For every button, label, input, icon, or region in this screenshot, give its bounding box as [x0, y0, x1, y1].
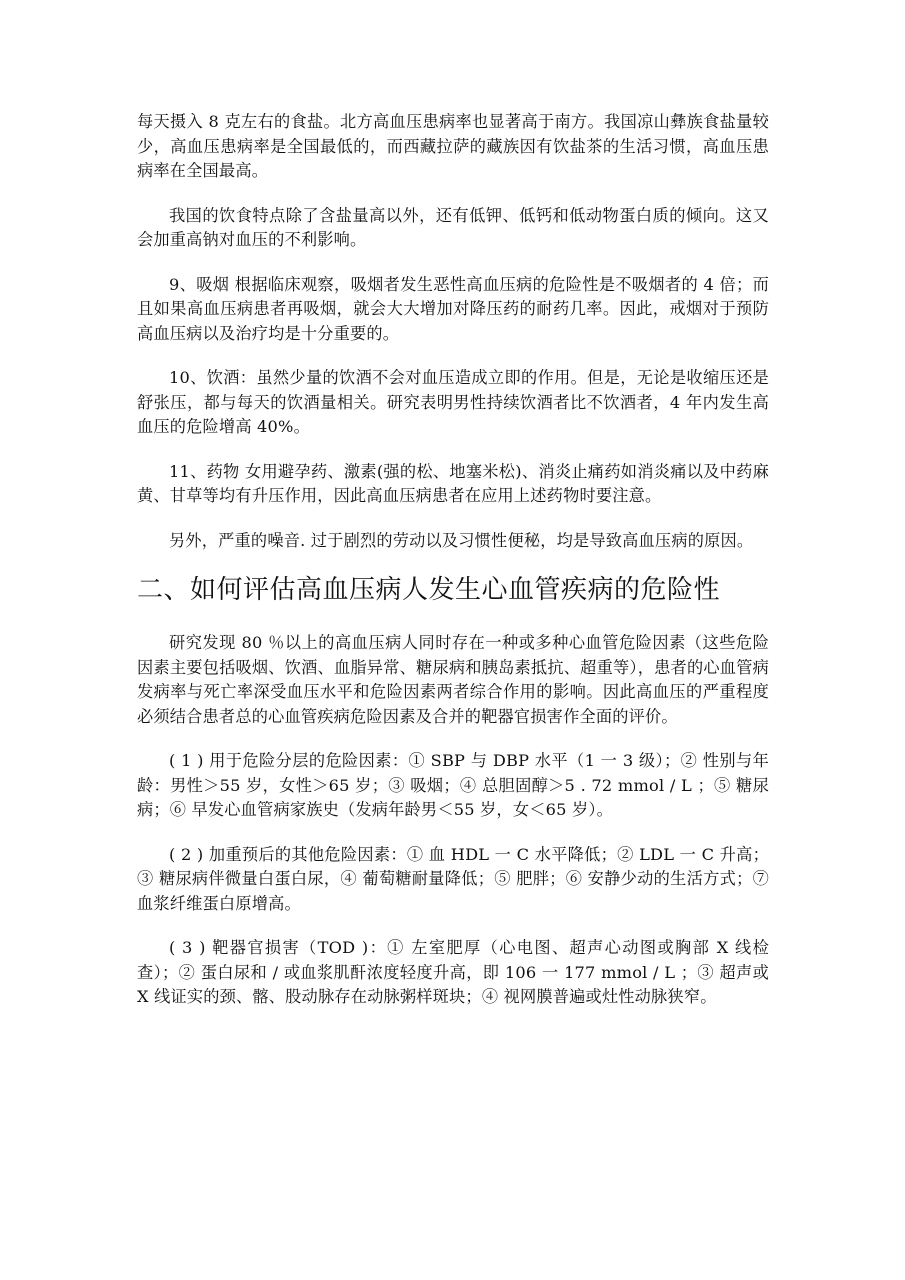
paragraph-medication: 11、药物 女用避孕药、激素(强的松、地塞米松)、消炎止痛药如消炎痛以及中药麻黄、甘草等均有升压作用，因此高血压病患者在应用上述药物时要注意。 [137, 461, 769, 505]
paragraph-salt-intake: 每天摄入 8 克左右的食盐。北方高血压患病率也显著高于南方。我国凉山彝族食盐量较少，高血压患病率是全国最低的，而西藏拉萨的藏族因有饮盐茶的生活习惯，高血压患病率在全国最高。 [137, 112, 769, 180]
paragraph-target-organ-damage: ( 3 ) 靶器官损害（TOD )：① 左室肥厚（心电图、超声心动图或胸部 X 线检查）；② 蛋白尿和 / 或血浆肌酐浓度轻度升高，即 106 一 177 mmol / L ；③ 超声或 X 线证实的颈、髂、股动脉存在动脉粥样斑块；④ 视网膜普遍或灶性动脉狭窄。 [137, 938, 769, 1006]
paragraph-prognosis-factors: ( 2 ) 加重预后的其他危险因素：① 血 HDL 一 C 水平降低；② LDL 一 C 升高；③ 糖尿病伴微量白蛋白尿，④ 葡萄糖耐量降低；⑤ 肥胖；⑥ 安静少动的生活方式；⑦ 血浆纤维蛋白原增高。 [137, 844, 769, 913]
paragraph-other-causes: 另外，严重的噪音. 过于剧烈的劳动以及习惯性便秘，均是导致高血压病的原因。 [169, 530, 754, 550]
document-page [137, 110, 769, 1030]
section-heading: 二、如何评估高血压病人发生心血管疾病的危险性 [137, 575, 721, 605]
paragraph-smoking: 9、吸烟 根据临床观察，吸烟者发生恶性高血压病的危险性是不吸烟者的 4 倍；而且如果高血压病患者再吸烟，就会大大增加对降压药的耐药几率。因此，戒烟对于预防高血压病以及治疗均是十分重要的。 [137, 274, 769, 343]
paragraph-drinking: 10、饮酒：虽然少量的饮酒不会对血压造成立即的作用。但是，无论是收缩压还是舒张压，都与每天的饮酒量相关。研究表明男性持续饮酒者比不饮酒者，4 年内发生高血压的危险增高 40%。 [137, 368, 769, 436]
paragraph-diet-features: 我国的饮食特点除了含盐量高以外，还有低钾、低钙和低动物蛋白质的倾向。这又会加重高钠对血压的不利影响。 [137, 205, 769, 249]
paragraph-risk-factors: ( 1 ) 用于危险分层的危险因素：① SBP 与 DBP 水平（1 一 3 级）；② 性别与年龄：男性＞55 岁，女性＞65 岁；③ 吸烟；④ 总胆固醇＞5 . 72 mmol / L ；⑤ 糖尿病；⑥ 早发心血管病家族史（发病年龄男＜55 岁，女＜65 岁）。 [137, 751, 769, 819]
paragraph-research-findings: 研究发现 80 ％以上的高血压病人同时存在一种或多种心血管危险因素（这些危险因素主要包括吸烟、饮酒、血脂异常、糖尿病和胰岛素抵抗、超重等），患者的心血管病发病率与死亡率深受血压水平和危险因素两者综合作用的影响。因此高血压的严重程度必须结合患者总的心血管疾病危险因素及合并的靶器官损害作全面的评价。 [137, 633, 769, 726]
